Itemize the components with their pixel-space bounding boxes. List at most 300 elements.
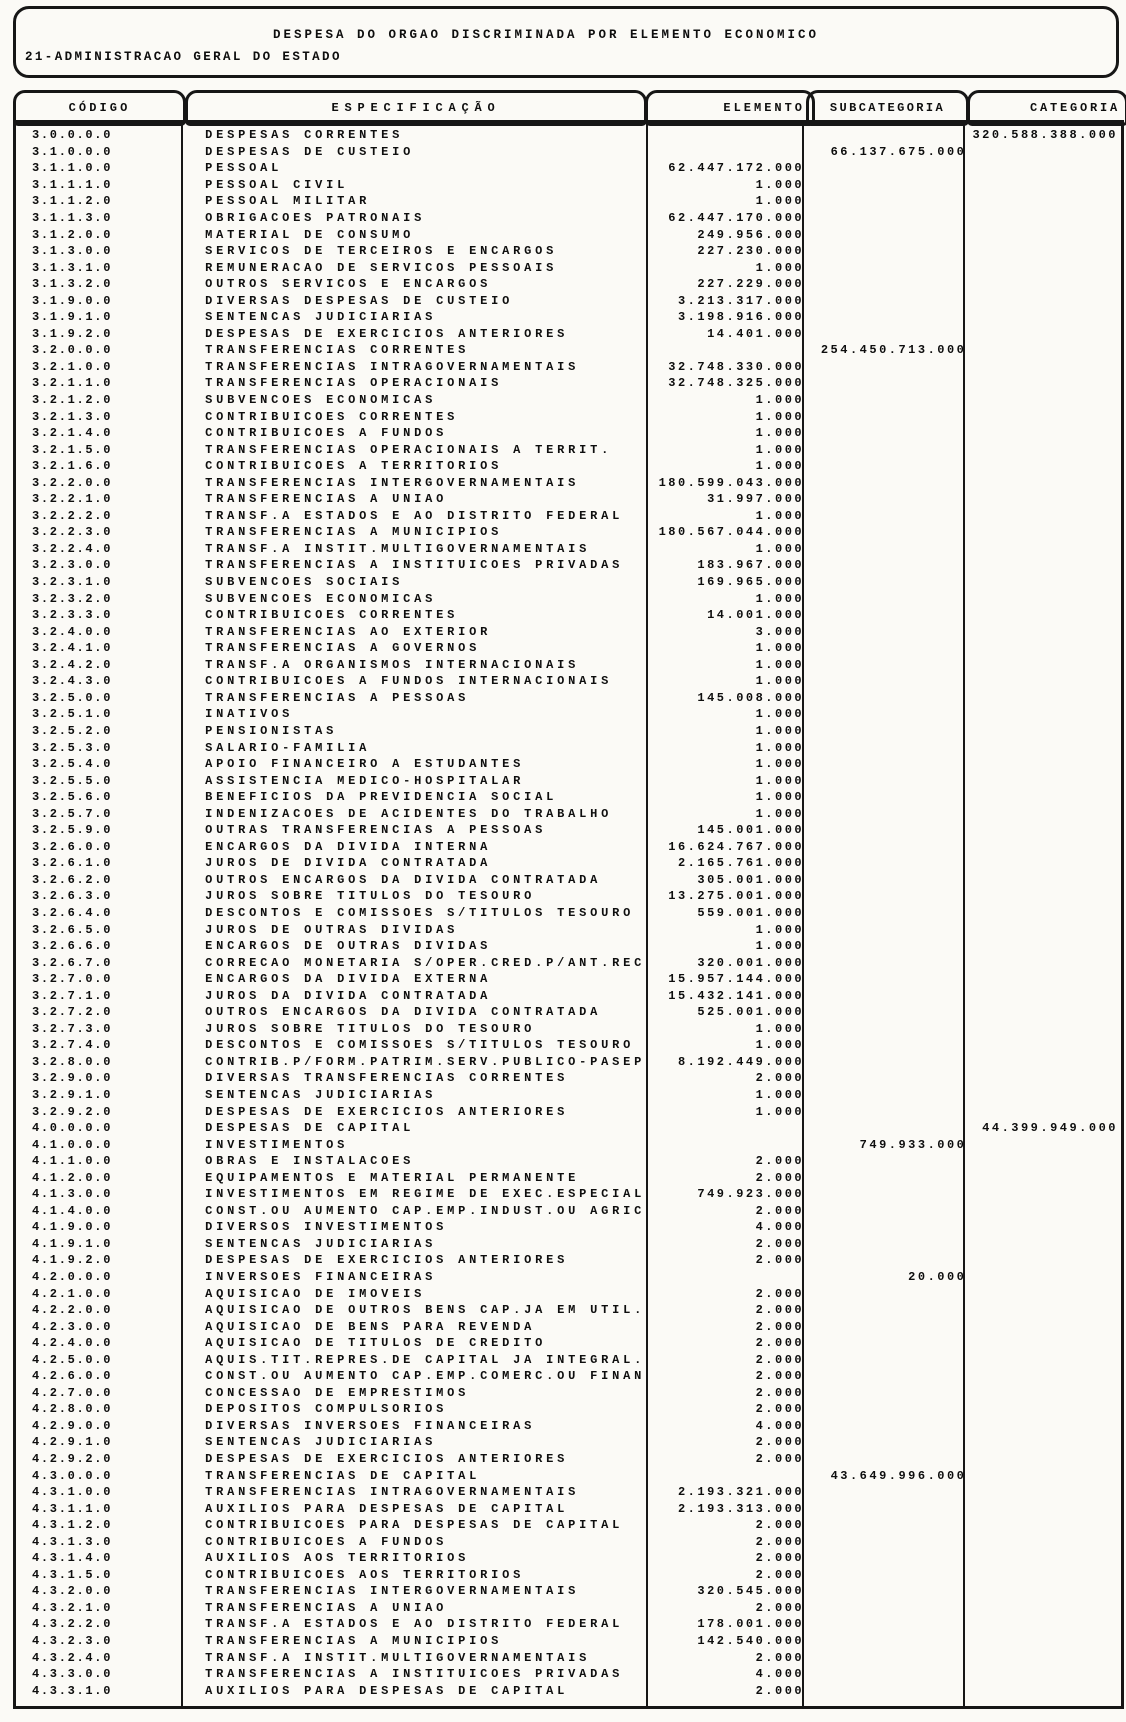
elemento-cell: 13.275.001.000 xyxy=(668,889,805,904)
especificacao-cell: TRANSFERENCIAS INTERGOVERNAMENTAIS xyxy=(205,1584,580,1599)
table-row xyxy=(16,574,1121,591)
especificacao-cell: TRANSFERENCIAS A INSTITUICOES PRIVADAS xyxy=(205,558,624,573)
table-row xyxy=(16,673,1121,690)
elemento-cell: 2.000 xyxy=(755,1352,805,1367)
code-cell: 4.2.7.0.0 xyxy=(32,1385,113,1400)
elemento-cell: 8.192.449.000 xyxy=(677,1054,805,1069)
table-row xyxy=(16,276,1121,293)
subcategoria-cell: 20.000 xyxy=(908,1270,967,1284)
code-cell: 3.2.3.1.0 xyxy=(32,575,113,590)
elemento-cell: 2.000 xyxy=(755,1385,805,1400)
table-row xyxy=(16,1037,1121,1054)
especificacao-cell: CONST.OU AUMENTO CAP.EMP.COMERC.OU FINAN xyxy=(205,1369,646,1384)
code-cell: 4.3.0.0.0 xyxy=(32,1468,113,1483)
code-cell: 3.2.7.0.0 xyxy=(32,972,113,987)
elemento-cell: 1.000 xyxy=(755,641,805,656)
especificacao-cell: BENEFICIOS DA PREVIDENCIA SOCIAL xyxy=(205,790,558,805)
elemento-cell: 2.000 xyxy=(755,1650,805,1665)
table-row xyxy=(16,1004,1121,1021)
table-row xyxy=(16,177,1121,194)
table-row xyxy=(16,888,1121,905)
elemento-cell: 320.545.000 xyxy=(697,1584,805,1599)
elemento-cell: 4.000 xyxy=(755,1220,805,1235)
especificacao-cell: SENTENCAS JUDICIARIAS xyxy=(205,310,437,325)
subcategoria-cell: 749.933.000 xyxy=(859,1137,967,1152)
categoria-cell: 44.399.949.000 xyxy=(982,1121,1118,1136)
elemento-cell: 145.008.000 xyxy=(697,690,805,705)
table-row xyxy=(16,822,1121,839)
table-row xyxy=(16,1219,1121,1236)
elemento-cell: 14.401.000 xyxy=(707,326,805,341)
code-cell: 3.1.3.0.0 xyxy=(32,244,113,259)
code-cell: 4.1.9.1.0 xyxy=(32,1236,113,1251)
elemento-cell: 3.000 xyxy=(755,624,805,639)
code-cell: 4.2.5.0.0 xyxy=(32,1352,113,1367)
table-row xyxy=(16,1451,1121,1468)
table-row xyxy=(16,425,1121,442)
especificacao-cell: AQUISICAO DE BENS PARA REVENDA xyxy=(205,1319,536,1334)
table-row xyxy=(16,1252,1121,1269)
code-cell: 4.2.8.0.0 xyxy=(32,1402,113,1417)
elemento-cell: 1.000 xyxy=(755,757,805,772)
elemento-cell: 2.000 xyxy=(755,1154,805,1169)
table-row xyxy=(16,1401,1121,1418)
code-cell: 3.1.1.0.0 xyxy=(32,161,113,176)
elemento-cell: 2.000 xyxy=(755,1336,805,1351)
code-cell: 4.2.2.0.0 xyxy=(32,1303,113,1318)
elemento-cell: 32.748.325.000 xyxy=(668,376,805,391)
code-cell: 3.2.4.0.0 xyxy=(32,624,113,639)
especificacao-cell: TRANSFERENCIAS A PESSOAS xyxy=(205,690,470,705)
code-cell: 4.1.4.0.0 xyxy=(32,1203,113,1218)
code-cell: 3.2.6.4.0 xyxy=(32,905,113,920)
especificacao-cell: PESSOAL MILITAR xyxy=(205,194,371,209)
elemento-cell: 142.540.000 xyxy=(697,1634,805,1649)
table-row xyxy=(16,1054,1121,1071)
table-row xyxy=(16,1666,1121,1683)
especificacao-cell: APOIO FINANCEIRO A ESTUDANTES xyxy=(205,757,525,772)
especificacao-cell: DESPESAS DE CUSTEIO xyxy=(205,144,415,159)
elemento-cell: 2.000 xyxy=(755,1203,805,1218)
especificacao-cell: ENCARGOS DA DIVIDA EXTERNA xyxy=(205,972,492,987)
elemento-cell: 2.000 xyxy=(755,1071,805,1086)
code-cell: 3.1.3.2.0 xyxy=(32,277,113,292)
table-row xyxy=(16,640,1121,657)
especificacao-cell: DIVERSAS TRANSFERENCIAS CORRENTES xyxy=(205,1071,569,1086)
table-row xyxy=(16,1500,1121,1517)
table-row xyxy=(16,1136,1121,1153)
elemento-cell: 2.165.761.000 xyxy=(677,856,805,871)
especificacao-cell: TRANSFERENCIAS A UNIAO xyxy=(205,492,448,507)
elemento-cell: 2.000 xyxy=(755,1236,805,1251)
especificacao-cell: OUTROS ENCARGOS DA DIVIDA CONTRATADA xyxy=(205,872,602,887)
organization-label: 21-ADMINISTRACAO GERAL DO ESTADO xyxy=(25,50,342,64)
elemento-cell: 31.997.000 xyxy=(707,492,805,507)
code-cell: 3.1.1.2.0 xyxy=(32,194,113,209)
report-title: DESPESA DO ORGAO DISCRIMINADA POR ELEMENTO ECONOMICO xyxy=(272,28,820,42)
code-cell: 4.1.2.0.0 xyxy=(32,1170,113,1185)
elemento-cell: 1.000 xyxy=(755,393,805,408)
table-row xyxy=(16,441,1121,458)
table-row xyxy=(16,739,1121,756)
elemento-cell: 1.000 xyxy=(755,1021,805,1036)
table-row xyxy=(16,1649,1121,1666)
elemento-cell: 2.000 xyxy=(755,1303,805,1318)
table-row xyxy=(16,607,1121,624)
elemento-cell: 62.447.172.000 xyxy=(668,161,805,176)
table-row xyxy=(16,309,1121,326)
elemento-cell: 1.000 xyxy=(755,740,805,755)
code-cell: 3.2.5.4.0 xyxy=(32,757,113,772)
elemento-cell: 1.000 xyxy=(755,1038,805,1053)
elemento-cell: 1.000 xyxy=(755,707,805,722)
elemento-cell: 15.432.141.000 xyxy=(668,988,805,1003)
elemento-cell: 1.000 xyxy=(755,723,805,738)
especificacao-cell: JUROS DA DIVIDA CONTRATADA xyxy=(205,988,492,1003)
elemento-cell: 227.230.000 xyxy=(697,244,805,259)
especificacao-cell: DIVERSAS DESPESAS DE CUSTEIO xyxy=(205,293,514,308)
table-rows xyxy=(16,127,1121,1699)
table-row xyxy=(16,210,1121,227)
table-row xyxy=(16,1484,1121,1501)
table-row xyxy=(16,1533,1121,1550)
code-cell: 3.2.5.7.0 xyxy=(32,806,113,821)
table-row xyxy=(16,1583,1121,1600)
column-header-categoria-label: CATEGORIA xyxy=(1029,101,1120,115)
code-cell: 3.2.1.0.0 xyxy=(32,359,113,374)
code-cell: 3.0.0.0.0 xyxy=(32,128,113,143)
elemento-cell: 2.193.321.000 xyxy=(677,1485,805,1500)
code-cell: 3.2.7.2.0 xyxy=(32,1005,113,1020)
code-cell: 3.2.7.4.0 xyxy=(32,1038,113,1053)
especificacao-cell: OUTRAS TRANSFERENCIAS A PESSOAS xyxy=(205,823,547,838)
table-row xyxy=(16,805,1121,822)
table-row xyxy=(16,408,1121,425)
code-cell: 3.2.2.0.0 xyxy=(32,475,113,490)
code-cell: 3.2.4.2.0 xyxy=(32,657,113,672)
especificacao-cell: INVESTIMENTOS xyxy=(205,1137,349,1152)
table-row xyxy=(16,342,1121,359)
table-row xyxy=(16,921,1121,938)
especificacao-cell: AUXILIOS AOS TERRITORIOS xyxy=(205,1551,470,1566)
especificacao-cell: OUTROS ENCARGOS DA DIVIDA CONTRATADA xyxy=(205,1005,602,1020)
especificacao-cell: SENTENCAS JUDICIARIAS xyxy=(205,1087,437,1102)
especificacao-cell: TRANSFERENCIAS AO EXTERIOR xyxy=(205,624,492,639)
code-cell: 3.2.6.1.0 xyxy=(32,856,113,871)
column-header-codigo-label: CÓDIGO xyxy=(68,101,131,115)
especificacao-cell: CONTRIBUICOES PARA DESPESAS DE CAPITAL xyxy=(205,1518,624,1533)
table-row xyxy=(16,508,1121,525)
table-row xyxy=(16,789,1121,806)
especificacao-cell: AUXILIOS PARA DESPESAS DE CAPITAL xyxy=(205,1683,569,1698)
table-row xyxy=(16,259,1121,276)
table-row xyxy=(16,1385,1121,1402)
elemento-cell: 749.923.000 xyxy=(697,1187,805,1202)
code-cell: 4.1.0.0.0 xyxy=(32,1137,113,1152)
table-row xyxy=(16,839,1121,856)
elemento-cell: 180.599.043.000 xyxy=(658,475,805,490)
report-title-box xyxy=(13,6,1119,78)
elemento-cell: 2.000 xyxy=(755,1435,805,1450)
especificacao-cell: CONTRIB.P/FORM.PATRIM.SERV.PUBLICO-PASEP xyxy=(205,1054,646,1069)
especificacao-cell: OUTROS SERVICOS E ENCARGOS xyxy=(205,277,492,292)
elemento-cell: 1.000 xyxy=(755,260,805,275)
especificacao-cell: CONTRIBUICOES A FUNDOS xyxy=(205,1534,448,1549)
table-row xyxy=(16,458,1121,475)
table-row xyxy=(16,954,1121,971)
especificacao-cell: DIVERSOS INVESTIMENTOS xyxy=(205,1220,448,1235)
especificacao-cell: INVESTIMENTOS EM REGIME DE EXEC.ESPECIAL xyxy=(205,1187,646,1202)
especificacao-cell: CONTRIBUICOES CORRENTES xyxy=(205,409,459,424)
elemento-cell: 3.213.317.000 xyxy=(677,293,805,308)
especificacao-cell: DESPESAS CORRENTES xyxy=(205,128,404,143)
especificacao-cell: CONTRIBUICOES A FUNDOS xyxy=(205,426,448,441)
elemento-cell: 305.001.000 xyxy=(697,872,805,887)
especificacao-cell: REMUNERACAO DE SERVICOS PESSOAIS xyxy=(205,260,558,275)
table-row xyxy=(16,1120,1121,1137)
elemento-cell: 4.000 xyxy=(755,1418,805,1433)
code-cell: 3.2.1.2.0 xyxy=(32,393,113,408)
code-cell: 4.3.1.1.0 xyxy=(32,1501,113,1516)
elemento-cell: 249.956.000 xyxy=(697,227,805,242)
code-cell: 3.2.4.3.0 xyxy=(32,674,113,689)
code-cell: 3.2.6.6.0 xyxy=(32,939,113,954)
table-row xyxy=(16,1203,1121,1220)
table-row xyxy=(16,1153,1121,1170)
table-row xyxy=(16,905,1121,922)
especificacao-cell: PESSOAL xyxy=(205,161,283,176)
table-row xyxy=(16,1550,1121,1567)
code-cell: 3.2.7.1.0 xyxy=(32,988,113,1003)
code-cell: 4.2.9.0.0 xyxy=(32,1418,113,1433)
subcategoria-cell: 254.450.713.000 xyxy=(820,343,967,358)
code-cell: 3.1.1.1.0 xyxy=(32,177,113,192)
table-row xyxy=(16,1087,1121,1104)
table-row xyxy=(16,541,1121,558)
code-cell: 3.2.4.1.0 xyxy=(32,641,113,656)
especificacao-cell: INATIVOS xyxy=(205,707,294,722)
especificacao-cell: SUBVENCOES ECONOMICAS xyxy=(205,591,437,606)
elemento-cell: 15.957.144.000 xyxy=(668,972,805,987)
especificacao-cell: DESPESAS DE CAPITAL xyxy=(205,1121,415,1136)
elemento-cell: 145.001.000 xyxy=(697,823,805,838)
code-cell: 4.1.1.0.0 xyxy=(32,1154,113,1169)
table-body xyxy=(13,120,1124,1709)
especificacao-cell: DEPOSITOS COMPULSORIOS xyxy=(205,1402,448,1417)
table-row xyxy=(16,524,1121,541)
table-row xyxy=(16,491,1121,508)
elemento-cell: 1.000 xyxy=(755,194,805,209)
especificacao-cell: TRANSFERENCIAS CORRENTES xyxy=(205,343,470,358)
elemento-cell: 2.000 xyxy=(755,1518,805,1533)
especificacao-cell: DESPESAS DE EXERCICIOS ANTERIORES xyxy=(205,326,569,341)
code-cell: 3.1.0.0.0 xyxy=(32,144,113,159)
elemento-cell: 227.229.000 xyxy=(697,277,805,292)
code-cell: 4.2.9.2.0 xyxy=(32,1452,113,1467)
elemento-cell: 1.000 xyxy=(755,1104,805,1119)
especificacao-cell: CONTRIBUICOES A TERRITORIOS xyxy=(205,459,503,474)
elemento-cell: 2.193.313.000 xyxy=(677,1501,805,1516)
especificacao-cell: TRANSFERENCIAS OPERACIONAIS xyxy=(205,376,503,391)
elemento-cell: 178.001.000 xyxy=(697,1617,805,1632)
table-row xyxy=(16,772,1121,789)
code-cell: 3.1.9.1.0 xyxy=(32,310,113,325)
code-cell: 4.2.6.0.0 xyxy=(32,1369,113,1384)
code-cell: 3.2.1.1.0 xyxy=(32,376,113,391)
code-cell: 3.1.1.3.0 xyxy=(32,211,113,225)
especificacao-cell: TRANSFERENCIAS A MUNICIPIOS xyxy=(205,525,503,540)
table-row xyxy=(16,193,1121,210)
elemento-cell: 4.000 xyxy=(755,1667,805,1682)
table-row xyxy=(16,127,1121,144)
code-cell: 3.2.2.3.0 xyxy=(32,525,113,540)
code-cell: 3.2.3.3.0 xyxy=(32,608,113,623)
table-row xyxy=(16,243,1121,260)
table-row xyxy=(16,1351,1121,1368)
especificacao-cell: TRANSFERENCIAS INTRAGOVERNAMENTAIS xyxy=(205,359,580,374)
elemento-cell: 1.000 xyxy=(755,459,805,474)
code-cell: 3.2.1.3.0 xyxy=(32,409,113,424)
code-cell: 4.3.3.0.0 xyxy=(32,1667,113,1682)
code-cell: 3.2.5.1.0 xyxy=(32,707,113,722)
code-cell: 3.2.5.2.0 xyxy=(32,723,113,738)
table-row xyxy=(16,226,1121,243)
table-row xyxy=(16,1467,1121,1484)
especificacao-cell: JUROS DE DIVIDA CONTRATADA xyxy=(205,856,492,871)
especificacao-cell: ENCARGOS DE OUTRAS DIVIDAS xyxy=(205,939,492,954)
especificacao-cell: TRANSF.A INSTIT.MULTIGOVERNAMENTAIS xyxy=(205,541,591,556)
code-cell: 4.2.9.1.0 xyxy=(32,1435,113,1450)
elemento-cell: 1.000 xyxy=(755,806,805,821)
table-row xyxy=(16,144,1121,161)
code-cell: 4.3.2.1.0 xyxy=(32,1600,113,1615)
subcategoria-cell: 66.137.675.000 xyxy=(830,144,967,159)
especificacao-cell: DESCONTOS E COMISSOES S/TITULOS TESOURO xyxy=(205,905,635,920)
elemento-cell: 525.001.000 xyxy=(697,1005,805,1020)
code-cell: 4.3.1.2.0 xyxy=(32,1518,113,1533)
table-row xyxy=(16,855,1121,872)
table-row xyxy=(16,1368,1121,1385)
table-row xyxy=(16,292,1121,309)
code-cell: 4.1.9.2.0 xyxy=(32,1253,113,1268)
table-row xyxy=(16,557,1121,574)
elemento-cell: 1.000 xyxy=(755,426,805,441)
especificacao-cell: DIVERSAS INVERSOES FINANCEIRAS xyxy=(205,1418,536,1433)
especificacao-cell: DESCONTOS E COMISSOES S/TITULOS TESOURO xyxy=(205,1038,635,1053)
elemento-cell: 2.000 xyxy=(755,1683,805,1698)
especificacao-cell: DESPESAS DE EXERCICIOS ANTERIORES xyxy=(205,1253,569,1268)
table-row xyxy=(16,1169,1121,1186)
code-cell: 4.3.3.1.0 xyxy=(32,1683,113,1698)
especificacao-cell: JUROS SOBRE TITULOS DO TESOURO xyxy=(205,889,536,904)
elemento-cell: 2.000 xyxy=(755,1170,805,1185)
especificacao-cell: SENTENCAS JUDICIARIAS xyxy=(205,1435,437,1450)
code-cell: 3.2.2.4.0 xyxy=(32,541,113,556)
elemento-cell: 2.000 xyxy=(755,1253,805,1268)
table-row xyxy=(16,872,1121,889)
table-row xyxy=(16,971,1121,988)
table-row xyxy=(16,1021,1121,1038)
elemento-cell: 2.000 xyxy=(755,1567,805,1582)
especificacao-cell: JUROS SOBRE TITULOS DO TESOURO xyxy=(205,1021,536,1036)
especificacao-cell: TRANSF.A ESTADOS E AO DISTRITO FEDERAL xyxy=(205,1617,624,1632)
elemento-cell: 1.000 xyxy=(755,939,805,954)
table-row xyxy=(16,1302,1121,1319)
code-cell: 4.3.1.0.0 xyxy=(32,1485,113,1500)
elemento-cell: 62.447.170.000 xyxy=(668,211,805,225)
elemento-cell: 2.000 xyxy=(755,1452,805,1467)
especificacao-cell: INVERSOES FINANCEIRAS xyxy=(205,1270,437,1284)
especificacao-cell: CONCESSAO DE EMPRESTIMOS xyxy=(205,1385,470,1400)
especificacao-cell: DESPESAS DE EXERCICIOS ANTERIORES xyxy=(205,1452,569,1467)
code-cell: 4.3.1.5.0 xyxy=(32,1567,113,1582)
table-row xyxy=(16,723,1121,740)
especificacao-cell: PESSOAL CIVIL xyxy=(205,177,349,192)
table-row xyxy=(16,590,1121,607)
especificacao-cell: EQUIPAMENTOS E MATERIAL PERMANENTE xyxy=(205,1170,580,1185)
especificacao-cell: ASSISTENCIA MEDICO-HOSPITALAR xyxy=(205,773,525,788)
table-row xyxy=(16,1567,1121,1584)
table-row xyxy=(16,359,1121,376)
code-cell: 4.0.0.0.0 xyxy=(32,1121,113,1136)
especificacao-cell: INDENIZACOES DE ACIDENTES DO TRABALHO xyxy=(205,806,613,821)
elemento-cell: 1.000 xyxy=(755,541,805,556)
table-row xyxy=(16,706,1121,723)
table-row xyxy=(16,1600,1121,1617)
code-cell: 4.3.1.4.0 xyxy=(32,1551,113,1566)
elemento-cell: 1.000 xyxy=(755,773,805,788)
elemento-cell: 3.198.916.000 xyxy=(677,310,805,325)
elemento-cell: 180.567.044.000 xyxy=(658,525,805,540)
code-cell: 3.2.6.5.0 xyxy=(32,922,113,937)
especificacao-cell: TRANSFERENCIAS A UNIAO xyxy=(205,1600,448,1615)
especificacao-cell: CORRECAO MONETARIA S/OPER.CRED.P/ANT.REC xyxy=(205,955,646,970)
code-cell: 4.3.2.0.0 xyxy=(32,1584,113,1599)
code-cell: 4.3.2.2.0 xyxy=(32,1617,113,1632)
table-row xyxy=(16,1335,1121,1352)
code-cell: 4.1.9.0.0 xyxy=(32,1220,113,1235)
table-row xyxy=(16,1103,1121,1120)
especificacao-cell: TRANSFERENCIAS INTERGOVERNAMENTAIS xyxy=(205,475,580,490)
code-cell: 3.2.5.9.0 xyxy=(32,823,113,838)
table-row xyxy=(16,1418,1121,1435)
elemento-cell: 1.000 xyxy=(755,177,805,192)
especificacao-cell: DESPESAS DE EXERCICIOS ANTERIORES xyxy=(205,1104,569,1119)
code-cell: 3.2.5.0.0 xyxy=(32,690,113,705)
code-cell: 3.1.2.0.0 xyxy=(32,227,113,242)
code-cell: 3.2.6.3.0 xyxy=(32,889,113,904)
code-cell: 3.2.9.2.0 xyxy=(32,1104,113,1119)
elemento-cell: 32.748.330.000 xyxy=(668,359,805,374)
column-header-especificacao-label: ESPECIFICAÇÃO xyxy=(331,101,501,115)
elemento-cell: 2.000 xyxy=(755,1319,805,1334)
table-row xyxy=(16,1269,1121,1286)
especificacao-cell: TRANSFERENCIAS A MUNICIPIOS xyxy=(205,1634,503,1649)
table-row xyxy=(16,1070,1121,1087)
especificacao-cell: TRANSF.A INSTIT.MULTIGOVERNAMENTAIS xyxy=(205,1650,591,1665)
code-cell: 3.2.1.5.0 xyxy=(32,442,113,457)
elemento-cell: 1.000 xyxy=(755,409,805,424)
elemento-cell: 14.001.000 xyxy=(707,608,805,623)
especificacao-cell: CONST.OU AUMENTO CAP.EMP.INDUST.OU AGRIC xyxy=(205,1203,646,1218)
especificacao-cell: AUXILIOS PARA DESPESAS DE CAPITAL xyxy=(205,1501,569,1516)
elemento-cell: 1.000 xyxy=(755,1087,805,1102)
categoria-cell: 320.588.388.000 xyxy=(972,128,1118,143)
code-cell: 3.2.3.2.0 xyxy=(32,591,113,606)
code-cell: 4.3.2.4.0 xyxy=(32,1650,113,1665)
elemento-cell: 1.000 xyxy=(755,442,805,457)
elemento-cell: 1.000 xyxy=(755,674,805,689)
